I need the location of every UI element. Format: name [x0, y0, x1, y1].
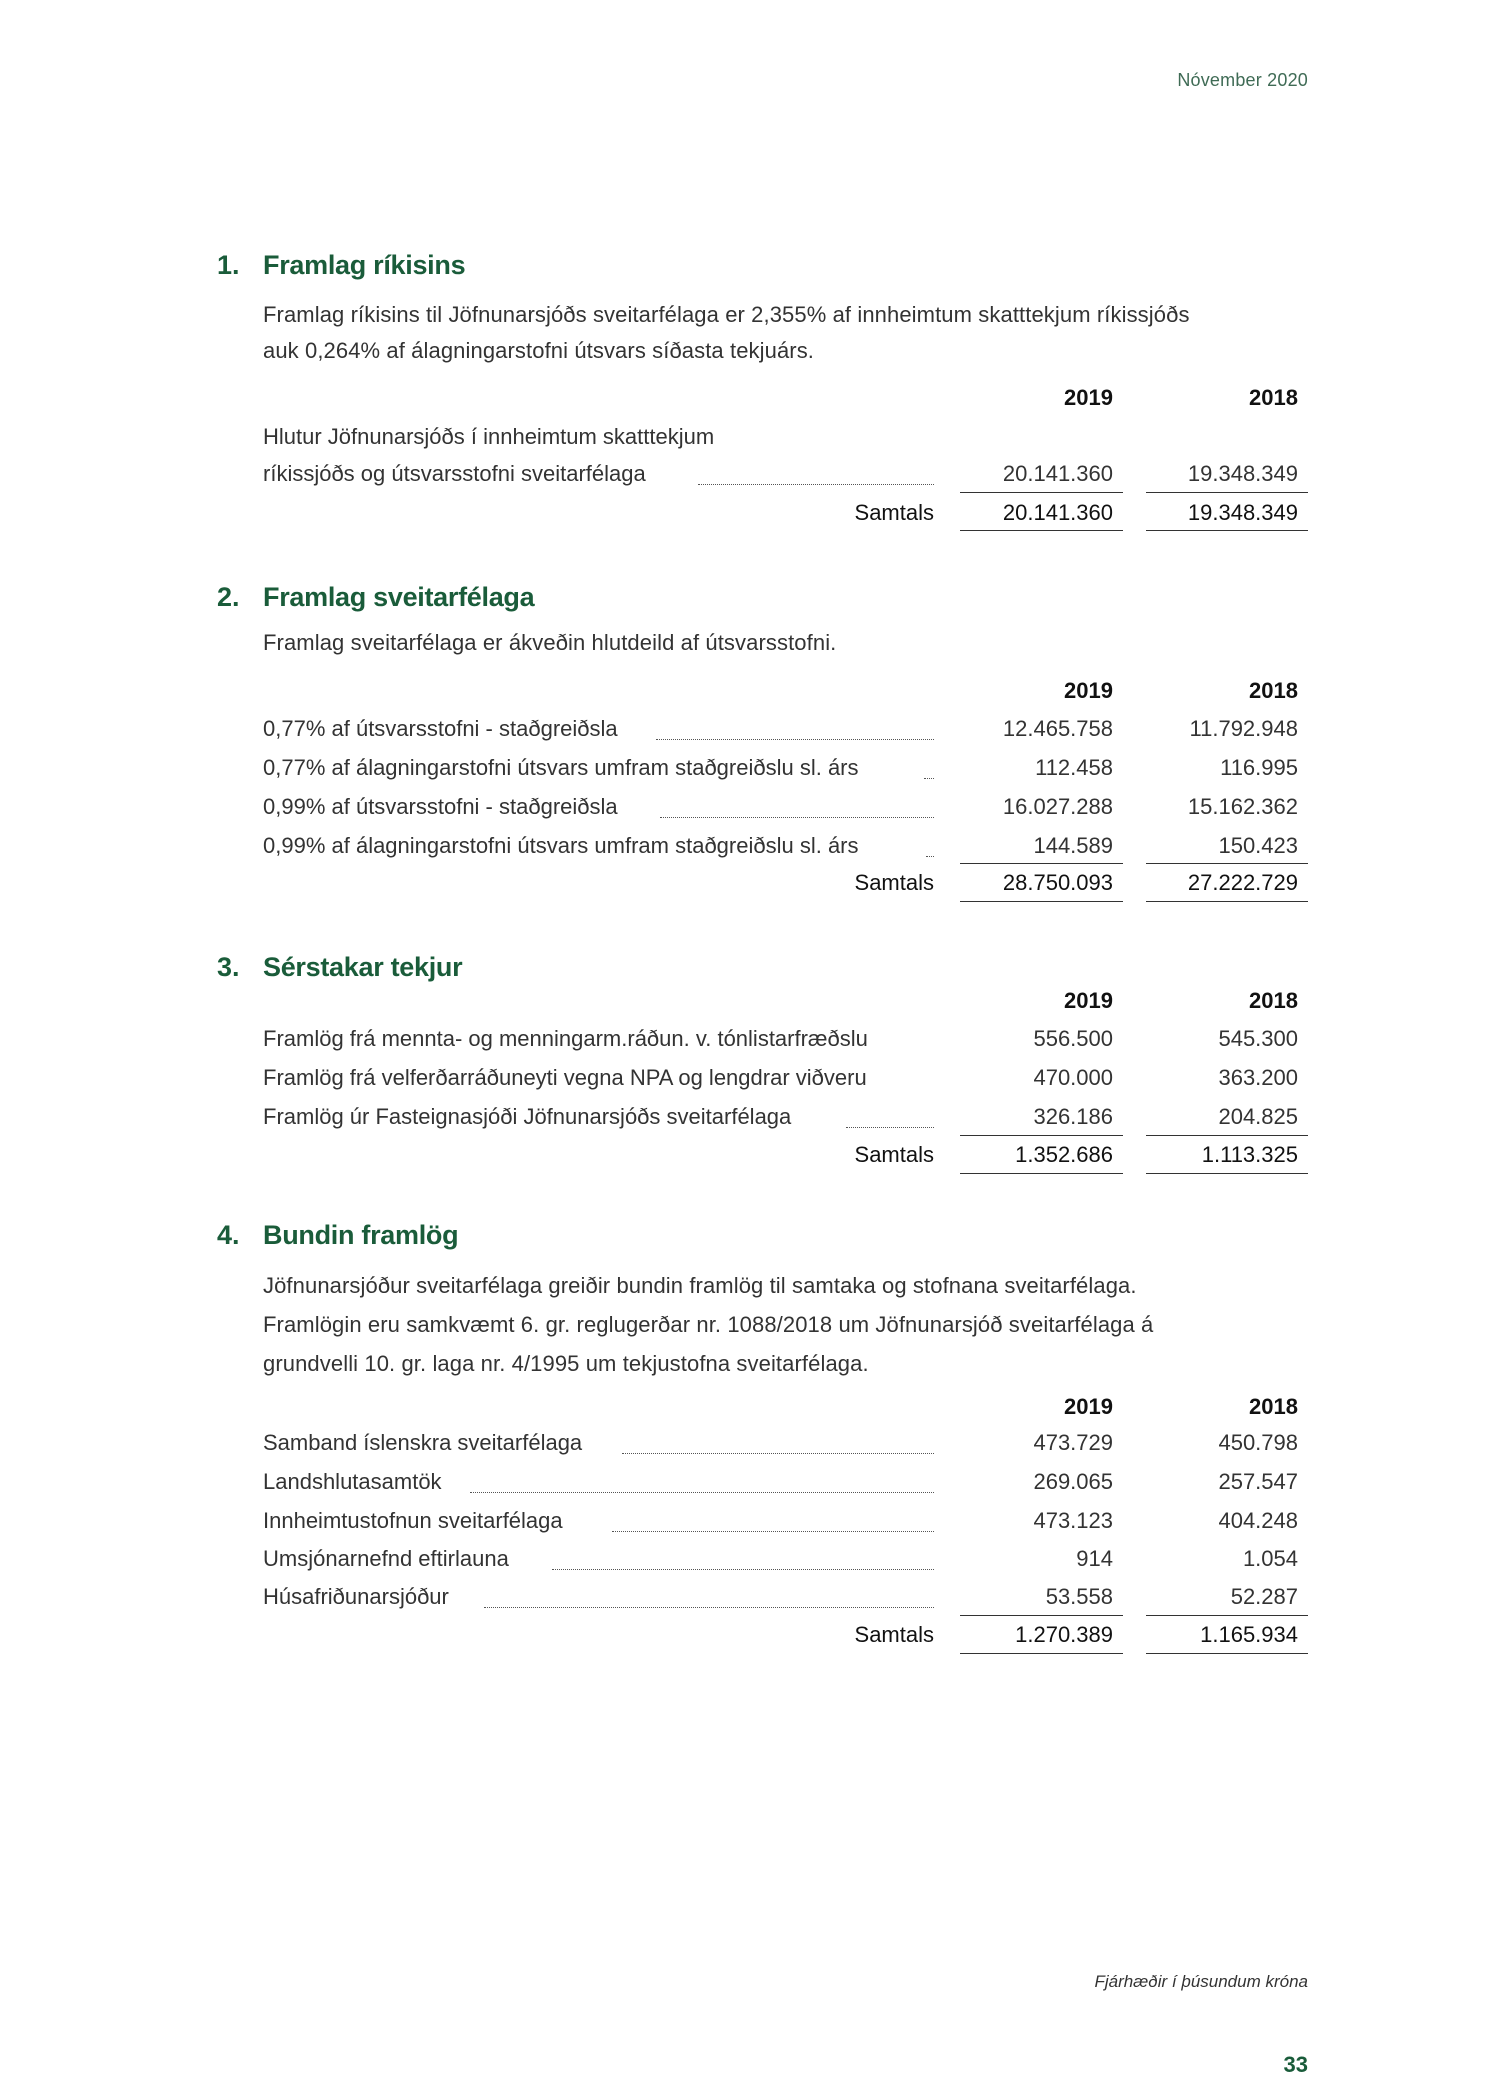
dot-leader — [656, 739, 934, 740]
column-header-2019: 2019 — [1064, 1394, 1113, 1419]
section-title: Framlag sveitarfélaga — [263, 582, 535, 612]
subtotal-rule — [960, 863, 1123, 864]
total-2019: 20.141.360 — [1002, 500, 1113, 525]
section-title: Framlag ríkisins — [263, 250, 466, 280]
total-2019: 28.750.093 — [1002, 870, 1113, 895]
value-2018: 19.348.349 — [1187, 461, 1298, 486]
row-label: 0,99% af álagningarstofni útsvars umfram staðgreiðslu sl. árs — [263, 833, 859, 858]
total-2018: 27.222.729 — [1187, 870, 1298, 895]
column-header-2018: 2018 — [1249, 385, 1298, 410]
subtotal-rule — [1146, 863, 1308, 864]
value-2019: 326.186 — [1033, 1104, 1113, 1129]
total-rule — [1146, 530, 1308, 531]
row-label: Umsjónarnefnd eftirlauna — [263, 1546, 509, 1571]
row-label: Framlög frá velferðarráðuneyti vegna NPA og lengdrar viðveru — [263, 1065, 867, 1090]
section-body-line: Framlag sveitarfélaga er ákveðin hlutdeild af útsvarsstofni. — [263, 630, 837, 655]
column-header-2019: 2019 — [1064, 385, 1113, 410]
value-2018: 116.995 — [1220, 755, 1298, 780]
section-number: 4. — [217, 1220, 240, 1250]
dot-leader — [622, 1453, 934, 1454]
row-label: Framlög úr Fasteignasjóði Jöfnunarsjóðs sveitarfélaga — [263, 1104, 792, 1129]
dot-leader — [660, 817, 934, 818]
dot-leader — [846, 1127, 934, 1128]
value-2018: 1.054 — [1242, 1546, 1298, 1571]
subtotal-rule — [1146, 1135, 1308, 1136]
value-2019: 20.141.360 — [1002, 461, 1113, 486]
total-label: Samtals — [854, 870, 934, 895]
value-2018: 11.792.948 — [1189, 716, 1298, 741]
value-2019: 144.589 — [1033, 833, 1113, 858]
value-2018: 363.200 — [1218, 1065, 1298, 1090]
total-2019: 1.270.389 — [1015, 1622, 1113, 1647]
total-rule — [1146, 1653, 1308, 1654]
value-2018: 52.287 — [1230, 1584, 1298, 1609]
total-label: Samtals — [854, 1622, 934, 1647]
section-body-line: Framlögin eru samkvæmt 6. gr. reglugerðar nr. 1088/2018 um Jöfnunarsjóð sveitarfélaga á — [263, 1312, 1154, 1337]
row-label: 0,77% af útsvarsstofni - staðgreiðsla — [263, 716, 618, 741]
row-label: Landshlutasamtök — [263, 1469, 442, 1494]
total-rule — [960, 901, 1123, 902]
column-header-2019: 2019 — [1064, 988, 1113, 1013]
currency-footnote: Fjárhæðir í þúsundum króna — [1094, 1972, 1308, 1991]
subtotal-rule — [960, 492, 1123, 493]
value-2018: 450.798 — [1218, 1430, 1298, 1455]
row-label: Hlutur Jöfnunarsjóðs í innheimtum skatttekjum — [263, 424, 715, 449]
total-rule — [1146, 1173, 1308, 1174]
value-2018: 150.423 — [1218, 833, 1298, 858]
row-label: ríkissjóðs og útsvarsstofni sveitarfélaga — [263, 461, 646, 486]
value-2019: 53.558 — [1045, 1584, 1113, 1609]
total-2018: 1.113.325 — [1201, 1142, 1298, 1167]
row-label: 0,99% af útsvarsstofni - staðgreiðsla — [263, 794, 618, 819]
value-2019: 12.465.758 — [1002, 716, 1113, 741]
value-2019: 16.027.288 — [1002, 794, 1113, 819]
total-2018: 1.165.934 — [1200, 1622, 1298, 1647]
dot-leader — [484, 1607, 934, 1608]
total-rule — [960, 530, 1123, 531]
section-title: Bundin framlög — [263, 1220, 459, 1250]
row-label: Samband íslenskra sveitarfélaga — [263, 1430, 583, 1455]
total-label: Samtals — [854, 500, 934, 525]
total-rule — [960, 1653, 1123, 1654]
row-label: Innheimtustofnun sveitarfélaga — [263, 1508, 563, 1533]
value-2019: 556.500 — [1033, 1026, 1113, 1051]
value-2019: 269.065 — [1033, 1469, 1113, 1494]
value-2019: 473.729 — [1033, 1430, 1113, 1455]
section-body-line: Framlag ríkisins til Jöfnunarsjóðs sveitarfélaga er 2,355% af innheimtum skatttekjum ríkissjóðs — [263, 302, 1190, 327]
page-number: 33 — [1283, 2052, 1308, 2077]
section-title: Sérstakar tekjur — [263, 952, 463, 982]
row-label: Framlög frá mennta- og menningarm.ráðun. v. tónlistarfræðslu — [263, 1026, 868, 1051]
section-number: 2. — [217, 582, 240, 612]
column-header-2018: 2018 — [1249, 678, 1298, 703]
section-body-line: grundvelli 10. gr. laga nr. 4/1995 um tekjustofna sveitarfélaga. — [263, 1351, 869, 1376]
column-header-2018: 2018 — [1249, 1394, 1298, 1419]
row-label: 0,77% af álagningarstofni útsvars umfram staðgreiðslu sl. árs — [263, 755, 859, 780]
value-2019: 914 — [1076, 1546, 1113, 1571]
total-2018: 19.348.349 — [1187, 500, 1298, 525]
dot-leader — [612, 1531, 934, 1532]
value-2018: 257.547 — [1218, 1469, 1298, 1494]
column-header-2018: 2018 — [1249, 988, 1298, 1013]
value-2019: 112.458 — [1035, 755, 1113, 780]
dot-leader — [552, 1569, 934, 1570]
section-body-line: Jöfnunarsjóður sveitarfélaga greiðir bundin framlög til samtaka og stofnana sveitarfélaga. — [263, 1273, 1137, 1298]
document-date: Nóvember 2020 — [1177, 70, 1308, 90]
value-2019: 470.000 — [1033, 1065, 1113, 1090]
row-label: Húsafriðunarsjóður — [263, 1584, 449, 1609]
column-header-2019: 2019 — [1064, 678, 1113, 703]
total-2019: 1.352.686 — [1015, 1142, 1113, 1167]
subtotal-rule — [960, 1615, 1123, 1616]
value-2018: 204.825 — [1218, 1104, 1298, 1129]
section-body-line: auk 0,264% af álagningarstofni útsvars síðasta tekjuárs. — [263, 338, 815, 363]
subtotal-rule — [1146, 492, 1308, 493]
section-number: 3. — [217, 952, 240, 982]
dot-leader — [698, 484, 934, 485]
subtotal-rule — [960, 1135, 1123, 1136]
total-rule — [960, 1173, 1123, 1174]
subtotal-rule — [1146, 1615, 1308, 1616]
value-2018: 404.248 — [1218, 1508, 1298, 1533]
dot-leader — [470, 1492, 934, 1493]
dot-leader — [924, 778, 934, 779]
value-2018: 15.162.362 — [1187, 794, 1298, 819]
value-2018: 545.300 — [1218, 1026, 1298, 1051]
section-number: 1. — [217, 250, 240, 280]
total-rule — [1146, 901, 1308, 902]
total-label: Samtals — [854, 1142, 934, 1167]
value-2019: 473.123 — [1033, 1508, 1113, 1533]
dot-leader — [926, 856, 934, 857]
